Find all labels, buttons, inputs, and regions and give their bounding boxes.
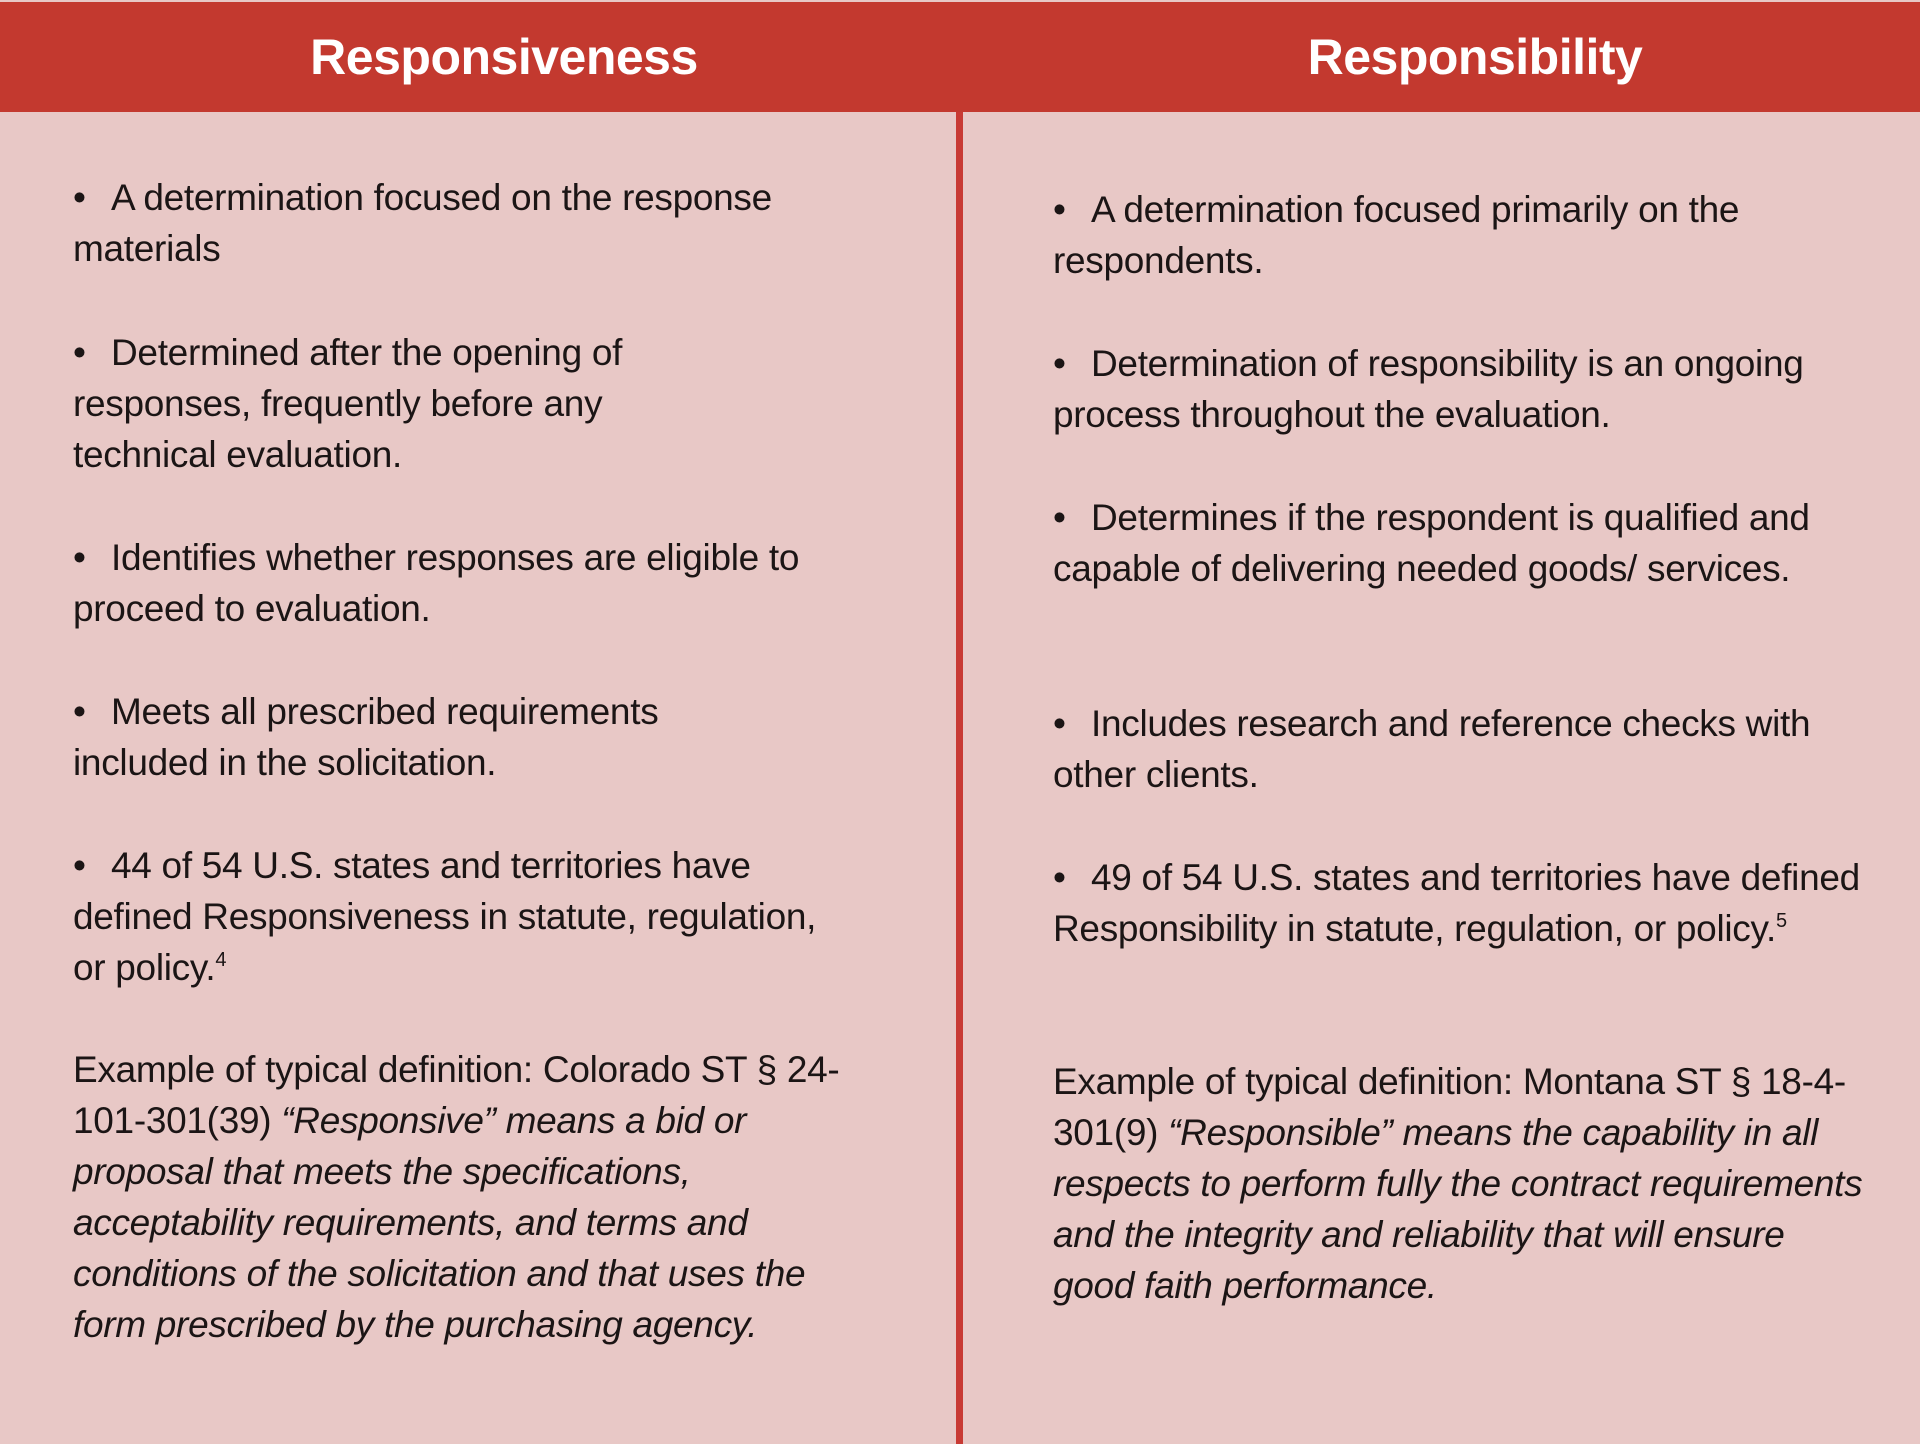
list-item	[1053, 698, 1853, 800]
list-item	[1053, 338, 1883, 440]
example-quote: “Responsive” means a bid or proposal that meets the specifications, acceptability requirements, and terms and conditions of the solicitation and that uses the form prescribed by the purchasing agency.	[73, 1100, 806, 1345]
column-title-responsibility: Responsibility	[1307, 29, 1643, 85]
bullet-icon: •	[1053, 857, 1066, 898]
bullet-icon: •	[73, 537, 86, 578]
list-item	[73, 172, 873, 274]
bullet-icon: •	[73, 691, 86, 732]
example-definition	[1053, 1056, 1873, 1311]
list-item	[1053, 852, 1883, 954]
footnote-marker: 4	[215, 949, 227, 971]
bullet-icon: •	[1053, 497, 1066, 538]
list-item-text: Includes research and reference checks with other clients.	[1053, 703, 1811, 795]
list-item-text: A determination focused primarily on the respondents.	[1053, 189, 1740, 281]
list-item-text: 44 of 54 U.S. states and territories have defined Responsiveness in statute, regulation, or policy.	[73, 845, 817, 988]
bullet-icon: •	[1053, 703, 1066, 744]
table-header	[0, 2, 1920, 112]
list-item-text: A determination focused on the response materials	[73, 177, 772, 269]
list-item-text: 49 of 54 U.S. states and territories have defined Responsibility in statute, regulation, or policy.	[1053, 857, 1860, 949]
footnote-marker: 5	[1775, 910, 1787, 932]
column-title-responsiveness: Responsiveness	[310, 29, 698, 85]
list-item	[73, 840, 833, 993]
list-item	[73, 327, 713, 480]
list-item-text: Determined after the opening of responses, frequently before any technical evaluation.	[73, 332, 623, 475]
example-label: Example of typical definition: Colorado ST § 24-101-301(39)	[73, 1049, 840, 1141]
bullet-icon: •	[73, 332, 86, 373]
list-item-text: Determination of responsibility is an ongoing process throughout the evaluation.	[1053, 343, 1804, 435]
list-item-text: Meets all prescribed requirements included in the solicitation.	[73, 691, 659, 783]
bullet-icon: •	[73, 177, 86, 218]
example-label: Example of typical definition: Montana ST § 18-4-301(9)	[1053, 1061, 1846, 1153]
bullet-icon: •	[73, 845, 86, 886]
column-divider	[956, 112, 963, 1444]
list-item	[73, 686, 793, 788]
list-item-text: Determines if the respondent is qualified and capable of delivering needed goods/ services.	[1053, 497, 1810, 589]
bullet-icon: •	[1053, 189, 1066, 230]
bullet-icon: •	[1053, 343, 1066, 384]
list-item	[73, 532, 883, 634]
list-item	[1053, 492, 1853, 594]
example-definition	[73, 1044, 873, 1350]
list-item-text: Identifies whether responses are eligible to proceed to evaluation.	[73, 537, 800, 629]
list-item	[1053, 184, 1853, 286]
example-quote: “Responsible” means the capability in all respects to perform fully the contract requirements and the integrity and reliability that will ensure good faith performance.	[1053, 1112, 1863, 1306]
